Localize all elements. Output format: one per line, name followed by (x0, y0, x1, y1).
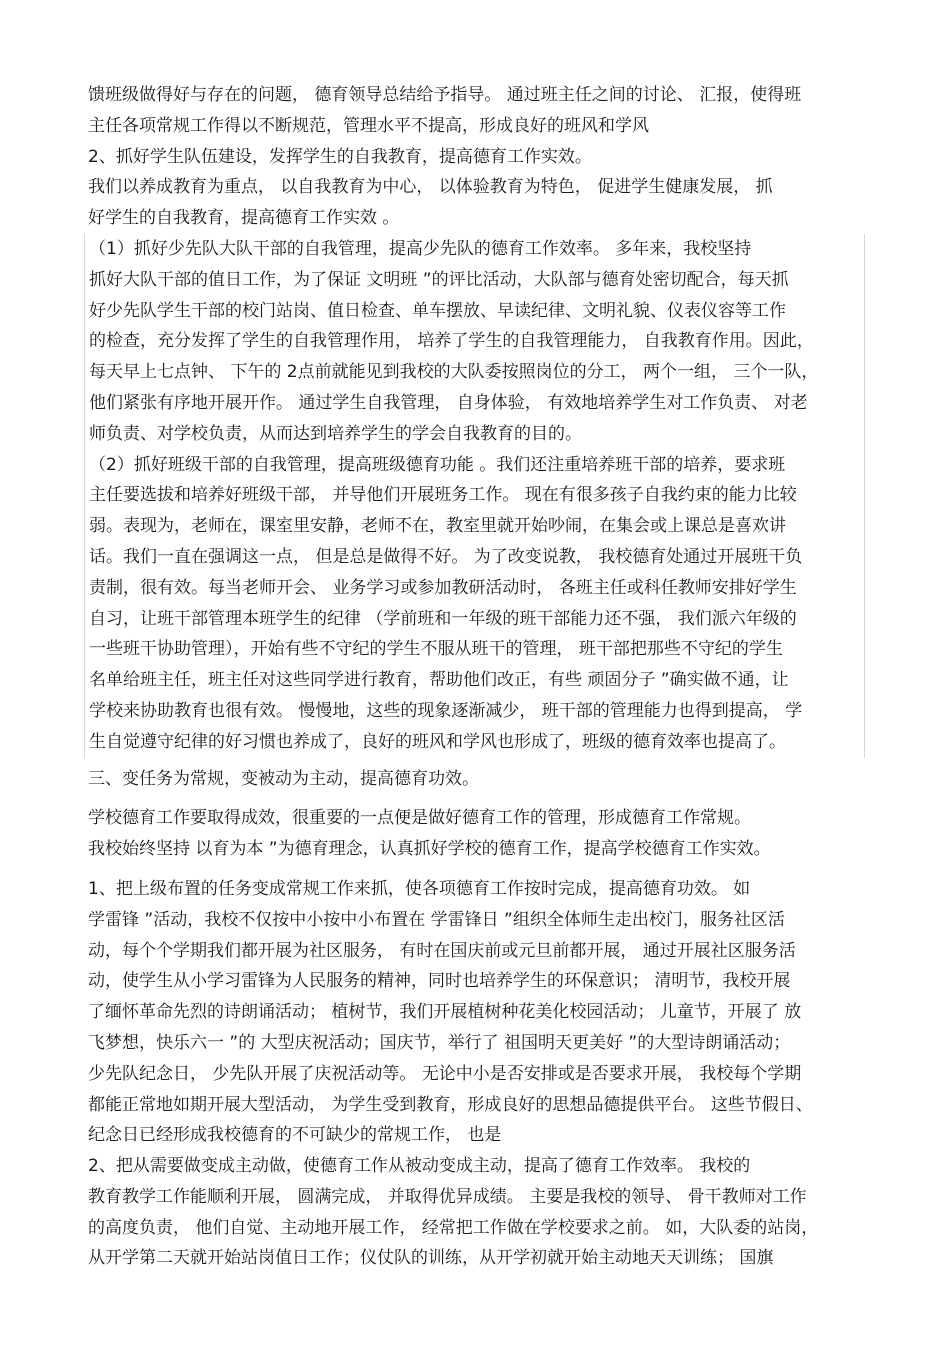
text-line: 责制，很有效。每当老师开会、 业务学习或参加教研活动时， 各班主任或科任教师安排好学生 (89, 577, 797, 598)
text-line: 1、把上级布置的任务变成常规工作来抓，使各项德育工作按时完成，提高德育功效。 如 (88, 878, 751, 899)
text-line: 都能正常地如期开展大型活动， 为学生受到教育，形成良好的思想品德提供平台。 这些节假日、 (88, 1094, 813, 1115)
text-line: 他们紧张有序地开展开作。 通过学生自我管理， 自身体验， 有效地培养学生对工作负责、 对老 (89, 392, 808, 413)
text-line: 教育教学工作能顺利开展， 圆满完成， 并取得优异成绩。 主要是我校的领导、 骨干教师对工作 (88, 1186, 807, 1207)
paragraph-5 (89, 450, 862, 758)
text-line: 名单给班主任，班主任对这些同学进行教育，帮助他们改正，有些 顽固分子 ”确实做不通，让 (89, 670, 789, 691)
paragraph-9 (88, 1151, 863, 1274)
paragraph-2 (88, 142, 863, 173)
text-line: 飞梦想，快乐六一 ”的 大型庆祝活动；国庆节，举行了 祖国明天更美好 ”的大型诗朗诵活动； (88, 1032, 791, 1053)
spacer (88, 865, 863, 874)
text-line: 少先队纪念日， 少先队开展了庆祝活动等。 无论中小是否安排或是否要求开展， 我校每个学期 (88, 1063, 802, 1084)
text-line: 学雷锋 ”活动，我校不仅按中小按中小布置在 学雷锋日 ”组织全体师生走出校门，服务社区活 (88, 909, 785, 930)
text-line: 馈班级做得好与存在的问题， 德育领导总结给予指导。 通过班主任之间的讨论、 汇报，使得班 (88, 85, 802, 105)
spacer (88, 794, 863, 803)
paragraph-8 (88, 874, 863, 1151)
text-line: 2、抓好学生队伍建设，发挥学生的自我教育，提高德育工作实效。 (88, 146, 592, 167)
text-line: 弱。表现为，老师在，课室里安静，老师不在，教室里就开始吵闹，在集会或上课总是喜欢讲 (89, 516, 786, 537)
text-line: 了缅怀革命先烈的诗朗诵活动； 植树节，我们开展植树种花美化校园活动； 儿童节，开展了 放 (88, 1002, 802, 1023)
text-line: 好学生的自我教育，提高德育工作实效 。 (88, 208, 400, 229)
text-line: 我校始终坚持 以育为本 ”为德育理念，认真抓好学校的德育工作，提高学校德育工作实效。 (88, 839, 771, 860)
text-line: 好少先队学生干部的校门站岗、值日检查、单车摆放、早读纪律、文明礼貌、仪表仪容等工作 (89, 300, 786, 321)
text-line: 我们以养成教育为重点， 以自我教育为中心， 以体验教育为特色， 促进学生健康发展， 抓 (88, 177, 773, 198)
text-line: 从开学第二天就开始站岗值日工作；仪仗队的训练，从开学初就开始主动地天天训练； 国旗 (88, 1248, 774, 1269)
paragraph-4 (89, 234, 862, 450)
text-line: 的检查，充分发挥了学生的自我管理作用， 培养了学生的自我管理能力， 自我教育作用。因此， (89, 331, 814, 352)
text-line: 一些班干协助管理），开始有些不守纪的学生不服从班干的管理， 班干部把那些不守纪的学生 (89, 639, 783, 660)
text-line: （1）抓好少先队大队干部的自我管理，提高少先队的德育工作效率。 多年来，我校坚持 (89, 238, 752, 259)
text-line: 三、变任务为常规，变被动为主动，提高德育功效。 (88, 768, 479, 789)
text-line: 师负责、对学校负责，从而达到培养学生的学会自我教育的目的。 (89, 423, 582, 444)
text-line: 每天早上七点钟、 下午的 2点前就能见到我校的大队委按照岗位的分工， 两个一组， 三个一队， (89, 362, 819, 383)
paragraph-3 (88, 172, 863, 234)
text-line: 学校来协助教育也很有效。 慢慢地，这些的现象逐渐减少， 班干部的管理能力也得到提高， 学 (89, 700, 803, 721)
text-line: 动，使学生从小学习雷锋为人民服务的精神，同时也培养学生的环保意识； 清明节，我校开展 (88, 971, 791, 992)
text-line: 动，每个个学期我们都开展为社区服务， 有时在国庆前或元旦前都开展， 通过开展社区服务活 (88, 940, 796, 961)
text-line: 主任各项常规工作得以不断规范，管理水平不提高，形成良好的班风和学风 (88, 115, 649, 136)
text-line: 生自觉遵守纪律的好习惯也养成了，良好的班风和学风也形成了，班级的德育效率也提高了。 (89, 731, 786, 752)
text-line: 话。我们一直在强调这一点， 但是总是做得不好。 为了改变说教， 我校德育处通过开展班干负 (89, 546, 803, 567)
text-line: 纪念日已经形成我校德育的不可缺少的常规工作， 也是 (88, 1125, 502, 1146)
paragraph-1 (88, 80, 863, 142)
text-line: 抓好大队干部的值日工作，为了保证 文明班 ”的评比活动，大队部与德育处密切配合，每天抓 (89, 269, 789, 290)
text-line: （2）抓好班级干部的自我管理，提高班级德育功能 。我们还注重培养班干部的培养，要求班 (89, 454, 786, 475)
document-page (88, 80, 863, 1274)
text-line: 的高度负责， 他们自觉、主动地开展工作， 经常把工作做在学校要求之前。 如，大队委的站岗， (88, 1217, 819, 1238)
framed-section (84, 234, 865, 758)
text-line: 学校德育工作要取得成效，很重要的一点便是做好德育工作的管理，形成德育工作常规。 (88, 808, 751, 829)
paragraph-7 (88, 803, 863, 865)
paragraph-6 (88, 764, 863, 795)
text-line: 自习，让班干部管理本班学生的纪律 （学前班和一年级的班干部能力还不强， 我们派六年级的 (89, 608, 797, 629)
text-line: 主任要选拔和培养好班级干部， 并导他们开展班务工作。 现在有很多孩子自我约束的能力比较 (89, 485, 797, 506)
text-line: 2、把从需要做变成主动做，使德育工作从被动变成主动，提高了德育工作效率。 我校的 (88, 1156, 751, 1177)
